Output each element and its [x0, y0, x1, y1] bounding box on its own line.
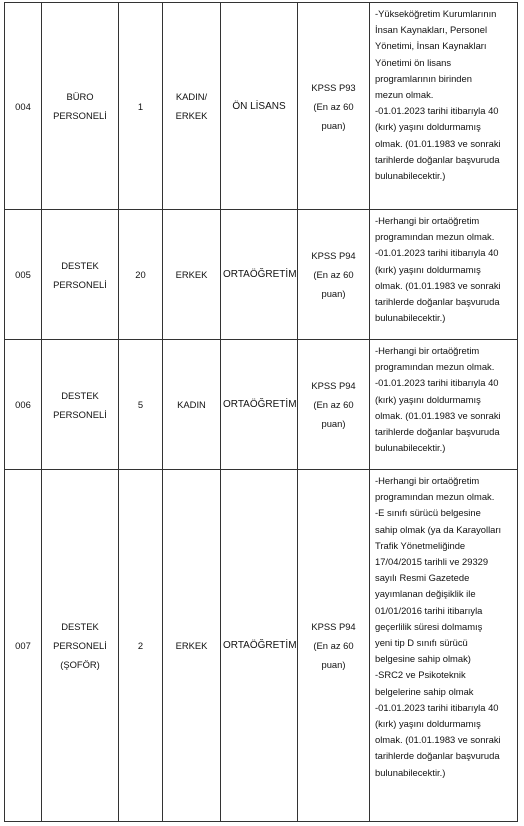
- position-gender: ERKEK: [163, 470, 221, 822]
- position-count: 5: [119, 340, 163, 470]
- table-row: [5, 470, 518, 822]
- kpss-requirement: KPSS P93 (En az 60 puan): [298, 3, 370, 210]
- position-title: DESTEK PERSONELİ (ŞOFÖR): [42, 470, 119, 822]
- position-gender: ERKEK: [163, 210, 221, 340]
- requirements-cell: -Yükseköğretim Kurumlarının İnsan Kaynakları, Personel Yönetimi, İnsan Kaynakları Yönetimi ön lisans programlarının birinden mezun olmak. -01.01.2023 tarihi itibarıyla 40 (kırk) yaşını doldurmamış olmak. (01.01.1983 ve sonraki tarihlerde doğanlar başvuruda bulunabilecektir.): [370, 3, 518, 210]
- position-title: DESTEK PERSONELİ: [42, 340, 119, 470]
- position-count: 20: [119, 210, 163, 340]
- position-gender: KADIN/ ERKEK: [163, 3, 221, 210]
- position-code: 004: [5, 3, 42, 210]
- education-level: ORTAÖĞRETİM: [221, 210, 298, 340]
- position-count: 2: [119, 470, 163, 822]
- table-row: [5, 340, 518, 470]
- requirements-cell: -Herhangi bir ortaöğretim programından mezun olmak. -01.01.2023 tarihi itibarıyla 40 (kırk) yaşını doldurmamış olmak. (01.01.1983 ve sonraki tarihlerde doğanlar başvuruda bulunabilecektir.): [370, 210, 518, 340]
- education-level: ÖN LİSANS: [221, 3, 298, 210]
- position-title: BÜRO PERSONELİ: [42, 3, 119, 210]
- table-row: [5, 210, 518, 340]
- table-row: [5, 3, 518, 210]
- kpss-requirement: KPSS P94 (En az 60 puan): [298, 210, 370, 340]
- position-code: 007: [5, 470, 42, 822]
- kpss-requirement: KPSS P94 (En az 60 puan): [298, 470, 370, 822]
- position-gender: KADIN: [163, 340, 221, 470]
- position-title: DESTEK PERSONELİ: [42, 210, 119, 340]
- requirements-cell: -Herhangi bir ortaöğretim programından mezun olmak. -01.01.2023 tarihi itibarıyla 40 (kırk) yaşını doldurmamış olmak. (01.01.1983 ve sonraki tarihlerde doğanlar başvuruda bulunabilecektir.): [370, 340, 518, 470]
- position-count: 1: [119, 3, 163, 210]
- positions-table: [4, 2, 518, 822]
- requirements-cell: -Herhangi bir ortaöğretim programından mezun olmak. -E sınıfı sürücü belgesine sahip olmak (ya da Karayolları Trafik Yönetmeliğinde 17/04/2015 tarihli ve 29329 sayılı Resmi Gazetede yayımlanan değişiklik ile 01/01/2016 tarihi itibarıyla geçerlilik süresi dolmamış yeni tip D sınıfı sürücü belgesine sahip olmak) -SRC2 ve Psikoteknik belgelerine sahip olmak -01.01.2023 tarihi itibarıyla 40 (kırk) yaşını doldurmamış olmak. (01.01.1983 ve sonraki tarihlerde doğanlar başvuruda bulunabilecektir.): [370, 470, 518, 822]
- position-code: 005: [5, 210, 42, 340]
- education-level: ORTAÖĞRETİM: [221, 470, 298, 822]
- kpss-requirement: KPSS P94 (En az 60 puan): [298, 340, 370, 470]
- position-code: 006: [5, 340, 42, 470]
- education-level: ORTAÖĞRETİM: [221, 340, 298, 470]
